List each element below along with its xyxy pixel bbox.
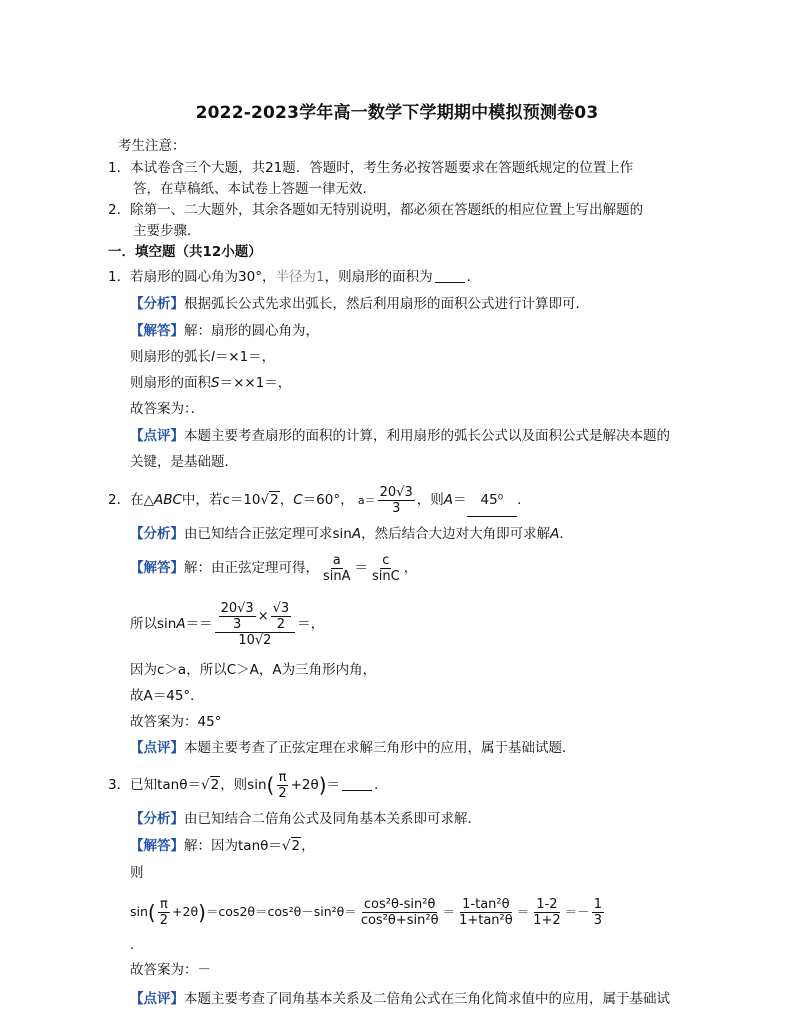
q2-stem-g: ． [517, 492, 531, 508]
q2-stem: 2．在△ABC中，若c＝10√2，C＝60°， a＝ $\frac{20√3}{3}$ ，则A＝ 45⁰ ． [108, 484, 531, 516]
q1-comment [130, 427, 670, 445]
q2-stem-sqrt: 2 [270, 492, 279, 508]
q2-law-c-fraction [370, 553, 402, 584]
q1-stem-a: 1．若扇形的圆心角为30°， [108, 269, 276, 285]
q3-stem-a: 3．已知tanθ＝ [108, 777, 201, 793]
q3-stem-e: ． [374, 777, 388, 793]
q3-eq-two: 2 [159, 913, 169, 928]
q3-eq-eq2: ＝ [516, 904, 530, 919]
q3-eq-f1-den: cos²θ+sin²θ [360, 913, 439, 928]
q1-sol-3b: ＝××1＝， [219, 375, 292, 391]
q3-eq-f2 [457, 897, 515, 928]
q3-stem-b: ，则sin [220, 777, 267, 793]
analysis-tag: 【分析】 [130, 811, 184, 827]
q2-solution [130, 552, 417, 584]
notice-heading: 考生注意： [118, 138, 186, 154]
q1-solution [130, 322, 319, 340]
q2-frac-num: 20√3 [379, 484, 413, 500]
q1-stem-d: ． [466, 269, 481, 285]
q1-sol-1: 解：扇形的圆心角为， [184, 323, 319, 339]
q3-answer-blank [342, 777, 372, 791]
q3-comment [130, 990, 670, 1008]
q2-stem-c: ， [279, 492, 294, 508]
q2-big-den: 10√2 [238, 632, 272, 648]
q2-big-num [215, 601, 296, 633]
notice-item-1b: 答，在草稿纸、本试卷上答题一律无效． [133, 181, 376, 197]
q2-stem-a: 2．在△ [108, 492, 154, 508]
q2-law-end: ， [403, 560, 418, 576]
q3-equation: sin( $\frac{\pi}{2}$ +2θ)＝cos2θ＝cos²θ－sin²θ＝ $\frac{\text{cos²θ-sin²θ}}{\text{cos²θ+sin²θ}}$ ＝ $\frac{\text{1-tan²θ}}{\text{1+tan²θ}}$ ＝ $\frac{1-2}{1+2}$ ＝－ $\frac{1}{3}$ [130, 897, 602, 928]
q1-sol-2a: 则扇形的弧长 [130, 349, 211, 365]
analysis-tag: 【分析】 [130, 526, 184, 542]
q3-eq-f1 [359, 897, 441, 928]
q2-analysis-avar: A [351, 526, 362, 542]
comment-tag: 【点评】 [130, 428, 184, 444]
section-heading: 一．填空题（共12小题） [108, 244, 262, 260]
q2-law-c-num: c [382, 552, 390, 568]
q3-sol-2: 则 [130, 865, 144, 881]
q2-sol-1: 解：由正弦定理可得， [184, 560, 319, 576]
q2-sol-2end: ＝， [297, 616, 325, 632]
q1-sol-3var: S [211, 375, 220, 391]
q3-eq-f2-num: 1-tan²θ [462, 897, 510, 912]
q3-eq-sin: sin [130, 904, 148, 919]
q3-eq-angle-fraction [158, 897, 170, 928]
q3-sol-1sqrt: 2 [291, 838, 301, 854]
q2-law-a-num: a [332, 552, 341, 568]
q3-comment-text: 本题主要考查了同角基本关系及二倍角公式在三角化简求值中的应用，属于基础试 [184, 991, 670, 1007]
q2-answer-blank: 45⁰ [467, 484, 518, 517]
q3-analysis-text: 由已知结合二倍角公式及同角基本关系即可求解． [184, 811, 481, 827]
page-title: 2022-2023学年高一数学下学期期中模拟预测卷03 [195, 103, 599, 123]
q1-stem-c: ，则扇形的面积为 [324, 269, 433, 285]
q1-sol-3 [130, 374, 291, 392]
q3-stem-c: +2θ [290, 777, 319, 793]
q2-law-c-den: sinC [372, 568, 400, 584]
q2-stem-d: ＝60°， [302, 492, 354, 508]
q2-big-left-den: 3 [233, 616, 242, 632]
q3-answer: 故答案为：－ [130, 962, 211, 978]
analysis-tag: 【分析】 [130, 296, 184, 312]
q1-answer: 故答案为：． [130, 401, 205, 417]
q2-law-eq: ＝ [354, 560, 369, 576]
q2-comment-text: 本题主要考查了正弦定理在求解三角形中的应用，属于基础试题． [184, 740, 576, 756]
q2-analysis-a: 由已知结合正弦定理可求sin [184, 526, 352, 542]
q2-analysis-c: ． [559, 526, 573, 542]
q2-sol-2 [130, 594, 324, 654]
q2-sol-3: 因为c＞a，所以C＞A，A为三角形内角， [130, 662, 377, 678]
q2-sol-2avar: A [176, 616, 186, 632]
q1-stem-radius: 半径为1 [275, 269, 325, 285]
q2-big-fraction [215, 601, 296, 648]
q2-comment [130, 739, 576, 757]
q3-stem-sqrt: 2 [210, 777, 220, 793]
q2-law-a-den: sinA [323, 568, 351, 584]
q2-stem-avar: A [443, 492, 454, 508]
q3-eq-b: ＝cos2θ＝cos²θ－sin²θ＝ [205, 904, 357, 919]
q3-eq-f2-den: 1+tan²θ [459, 913, 513, 928]
q3-stem: 3．已知tanθ＝√2，则sin( $\frac{\pi}{2}$ +2θ)＝ ． [108, 769, 388, 801]
q2-big-right-den: 2 [276, 616, 286, 632]
q3-eq-eq3: ＝ [564, 904, 578, 919]
q2-stem-fraction [378, 485, 415, 516]
q3-eq-f1-num: cos²θ-sin²θ [363, 897, 436, 912]
q2-stem-e: ，则 [416, 492, 444, 508]
q1-answer-blank [435, 269, 465, 283]
q3-pi: π [278, 769, 287, 785]
q3-dot: ． [130, 937, 144, 953]
q3-eq-mid: +2θ [172, 904, 199, 919]
q1-analysis-text: 根据弧长公式先求出弧长，然后利用扇形的面积公式进行计算即可． [184, 296, 589, 312]
q3-analysis [130, 810, 481, 828]
q2-stem-cvar: C [293, 492, 303, 508]
comment-tag: 【点评】 [130, 991, 184, 1007]
q3-eq-f3-den: 1+2 [533, 913, 561, 928]
q3-eq-eq1: ＝ [442, 904, 456, 919]
q2-big-right [271, 601, 292, 632]
q3-eq-minus: － [577, 904, 590, 919]
q2-stem-a-eq: a＝ [357, 494, 376, 507]
q1-comment-a: 本题主要考查扇形的面积的计算，利用扇形的弧长公式以及面积公式是解决本题的 [184, 428, 670, 444]
q2-stem-b: 中，若c＝10 [181, 492, 261, 508]
q2-analysis-avar2: A [550, 526, 560, 542]
q2-times: × [257, 608, 269, 624]
q1-comment-b: 关键，是基础题． [130, 454, 238, 470]
q2-sol-2b: ＝＝ [185, 616, 213, 632]
q1-stem [108, 268, 480, 286]
q1-sol-3a: 则扇形的面积 [130, 375, 211, 391]
q2-big-left-num: 20√3 [220, 600, 254, 616]
q3-sol-1a: 解：因为tanθ＝ [184, 838, 282, 854]
q3-eq-f3 [531, 897, 562, 928]
q2-analysis [130, 525, 573, 543]
q1-sol-2 [130, 348, 275, 366]
q3-stem-d: ＝ [326, 777, 341, 793]
solution-tag: 【解答】 [130, 323, 184, 339]
q1-analysis [130, 295, 589, 313]
notice-item-2a: 2．除第一、二大题外，其余各题如无特别说明，都必须在答题纸的相应位置上写出解题的 [108, 202, 644, 218]
solution-tag: 【解答】 [130, 560, 184, 576]
q2-stem-f: ＝ [453, 492, 467, 508]
q3-stem-fraction [276, 770, 288, 801]
q3-eq-f4-num: 1 [593, 897, 602, 912]
notice-item-1a: 1．本试卷含三个大题，共21题．答题时，考生务必按答题要求在答题纸规定的位置上作 [108, 160, 634, 176]
q1-sol-2b: ＝×1＝， [214, 349, 276, 365]
q1-sol-2var: l [211, 349, 215, 365]
q3-eq-f4 [592, 897, 604, 928]
q2-law-a-fraction [321, 553, 353, 584]
solution-tag: 【解答】 [130, 838, 184, 854]
q2-analysis-b: ，然后结合大边对大角即可求解 [361, 526, 551, 542]
q3-sol-1b: ， [301, 838, 315, 854]
notice-item-2b: 主要步骤． [133, 223, 201, 239]
q2-big-left [219, 601, 256, 632]
q2-sol-4: 故A＝45°． [130, 688, 204, 704]
q3-two: 2 [278, 785, 287, 801]
q3-eq-f4-den: 3 [593, 913, 602, 928]
q3-eq-pi: π [159, 897, 168, 912]
q2-sol-2a: 所以sin [130, 616, 177, 632]
q3-solution: 【解答】解：因为tanθ＝√2， [130, 838, 315, 854]
q3-eq-f3-num: 1-2 [536, 897, 558, 912]
q2-big-right-num: √3 [272, 600, 290, 616]
q2-frac-den: 3 [392, 500, 401, 516]
comment-tag: 【点评】 [130, 740, 184, 756]
q2-stem-abc: ABC [153, 492, 182, 508]
q2-answer: 故答案为：45° [130, 714, 222, 730]
